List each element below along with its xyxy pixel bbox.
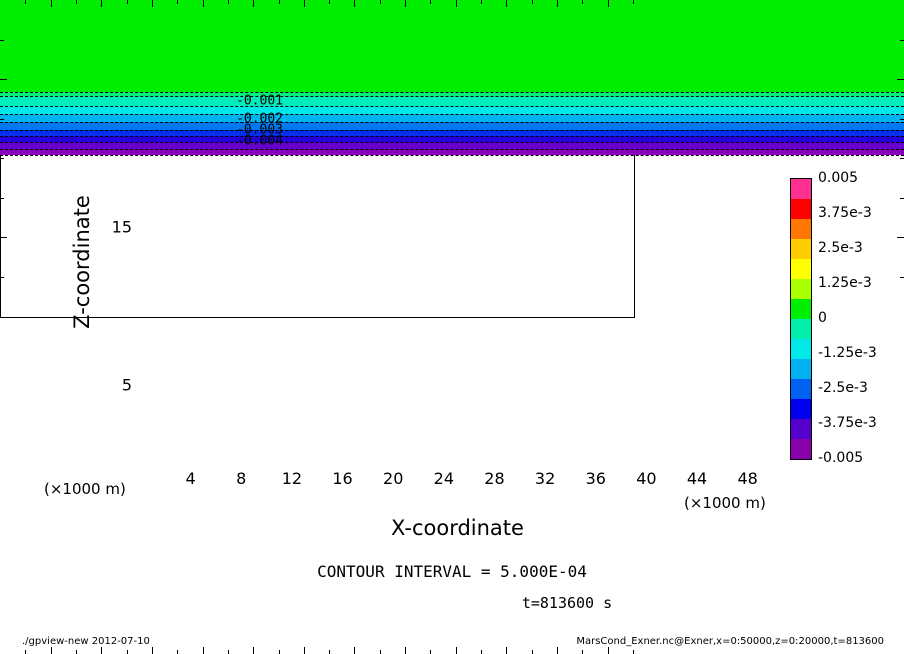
x-axis-tick [304, 0, 305, 7]
contour-line [0, 155, 635, 156]
x-axis-tick [51, 0, 52, 7]
contour-band [0, 114, 635, 122]
x-axis-tick-label: 8 [236, 469, 247, 488]
colorbar-segment [791, 239, 811, 259]
x-axis-tick-minor [127, 0, 128, 4]
x-axis-tick-minor [329, 0, 330, 4]
x-axis-tick-minor [532, 0, 533, 4]
y-axis-tick-label: 15 [111, 217, 132, 237]
colorbar-tick-label: 3.75e-3 [818, 205, 872, 221]
contour-band [0, 96, 635, 105]
y-axis-tick-minor [0, 277, 4, 278]
colorbar-segment [791, 199, 811, 219]
footer-left-text: ./gpview-new 2012-07-10 [22, 636, 150, 647]
colorbar-segment [791, 259, 811, 279]
x-axis-tick-minor [228, 0, 229, 4]
colorbar-segment [791, 359, 811, 379]
x-axis-tick [152, 0, 153, 7]
x-axis-tick-minor [380, 0, 381, 4]
x-axis-tick-label: 28 [484, 469, 505, 488]
y-axis-tick-minor [0, 237, 4, 238]
colorbar-segment [791, 179, 811, 199]
footer-right-text: MarsCond_Exner.nc@Exner,x=0:50000,z=0:20000,t=813600 [576, 636, 884, 647]
colorbar-tick-label: 0.005 [818, 170, 859, 186]
colorbar-tick-label: -2.5e-3 [818, 380, 868, 396]
x-axis-tick-label: 32 [534, 469, 556, 488]
x-axis-tick-minor [633, 0, 634, 4]
contour-label: -0.004 [236, 133, 283, 149]
x-axis-tick-label: 36 [585, 469, 606, 488]
contour-band [0, 0, 635, 92]
contour-line [0, 96, 635, 97]
colorbar-segment [791, 299, 811, 319]
x-axis-label: X-coordinate [391, 516, 524, 540]
contour-line [0, 149, 635, 150]
y-axis-tick-minor [0, 158, 4, 159]
colorbar-segment [791, 439, 811, 459]
y-axis-tick-minor [0, 119, 4, 120]
x-axis-tick-minor [481, 0, 482, 4]
time-label: t=813600 s [521, 594, 613, 612]
colorbar-segment [791, 419, 811, 439]
colorbar [790, 178, 812, 460]
x-axis-tick [405, 0, 406, 7]
x-axis-tick-minor [25, 0, 26, 4]
contour-line [0, 142, 635, 143]
x-axis-unit-left: (×1000 m) [44, 480, 126, 498]
x-axis-tick [253, 0, 254, 7]
x-axis-tick [557, 0, 558, 7]
colorbar-segment [791, 319, 811, 339]
y-axis-tick-minor [0, 79, 4, 80]
colorbar-tick-label: -3.75e-3 [818, 415, 877, 431]
colorbar-segment [791, 279, 811, 299]
x-axis-tick [456, 0, 457, 7]
x-axis-tick-minor [76, 0, 77, 4]
colorbar-tick-label: 2.5e-3 [818, 240, 863, 256]
contour-field [0, 0, 635, 318]
contour-band [0, 122, 635, 130]
x-axis-tick-label: 24 [433, 469, 455, 488]
x-axis-tick-label: 44 [686, 469, 708, 488]
colorbar-tick-label: 1.25e-3 [818, 275, 872, 291]
y-axis-label: Z-coordinate [70, 195, 94, 329]
x-axis-tick [101, 0, 102, 7]
contour-line [0, 130, 635, 131]
colorbar-segment [791, 219, 811, 239]
x-axis-tick-label: 16 [332, 469, 353, 488]
x-axis-unit-right: (×1000 m) [684, 494, 766, 512]
colorbar-tick-label: -0.005 [818, 450, 864, 466]
contour-line [0, 106, 635, 107]
contour-line [0, 122, 635, 123]
colorbar-segment [791, 379, 811, 399]
x-axis-tick-label: 20 [383, 469, 404, 488]
colorbar-labels [818, 170, 904, 466]
contour-interval-note: CONTOUR INTERVAL = 5.000E-04 [317, 562, 587, 581]
x-axis-tick-label: 48 [737, 469, 758, 488]
contour-label: -0.003 [236, 122, 283, 138]
plot-area [0, 0, 635, 318]
y-axis-tick-minor [0, 40, 4, 41]
x-axis-tick [354, 0, 355, 7]
x-axis-tick [608, 0, 609, 7]
x-axis-tick-label: 40 [636, 469, 657, 488]
contour-line [0, 136, 635, 137]
y-axis-tick-minor [0, 198, 4, 199]
x-axis-tick-minor [430, 0, 431, 4]
contour-band [0, 106, 635, 114]
colorbar-segment [791, 339, 811, 359]
x-axis-tick-minor [582, 0, 583, 4]
colorbar-tick-label: 0 [818, 310, 827, 326]
x-axis-tick-minor [177, 0, 178, 4]
x-axis-tick [203, 0, 204, 7]
x-axis-tick-label: 4 [185, 469, 196, 488]
colorbar-tick-label: -1.25e-3 [818, 345, 877, 361]
contour-label: -0.002 [236, 111, 283, 126]
contour-label: -0.001 [236, 93, 283, 109]
contour-line [0, 114, 635, 115]
colorbar-segment [791, 399, 811, 419]
contour-line [0, 92, 635, 93]
x-axis-tick-minor [279, 0, 280, 4]
y-axis-tick-label: 5 [121, 375, 132, 395]
x-axis-tick [506, 0, 507, 7]
x-axis-tick-label: 12 [281, 469, 303, 488]
